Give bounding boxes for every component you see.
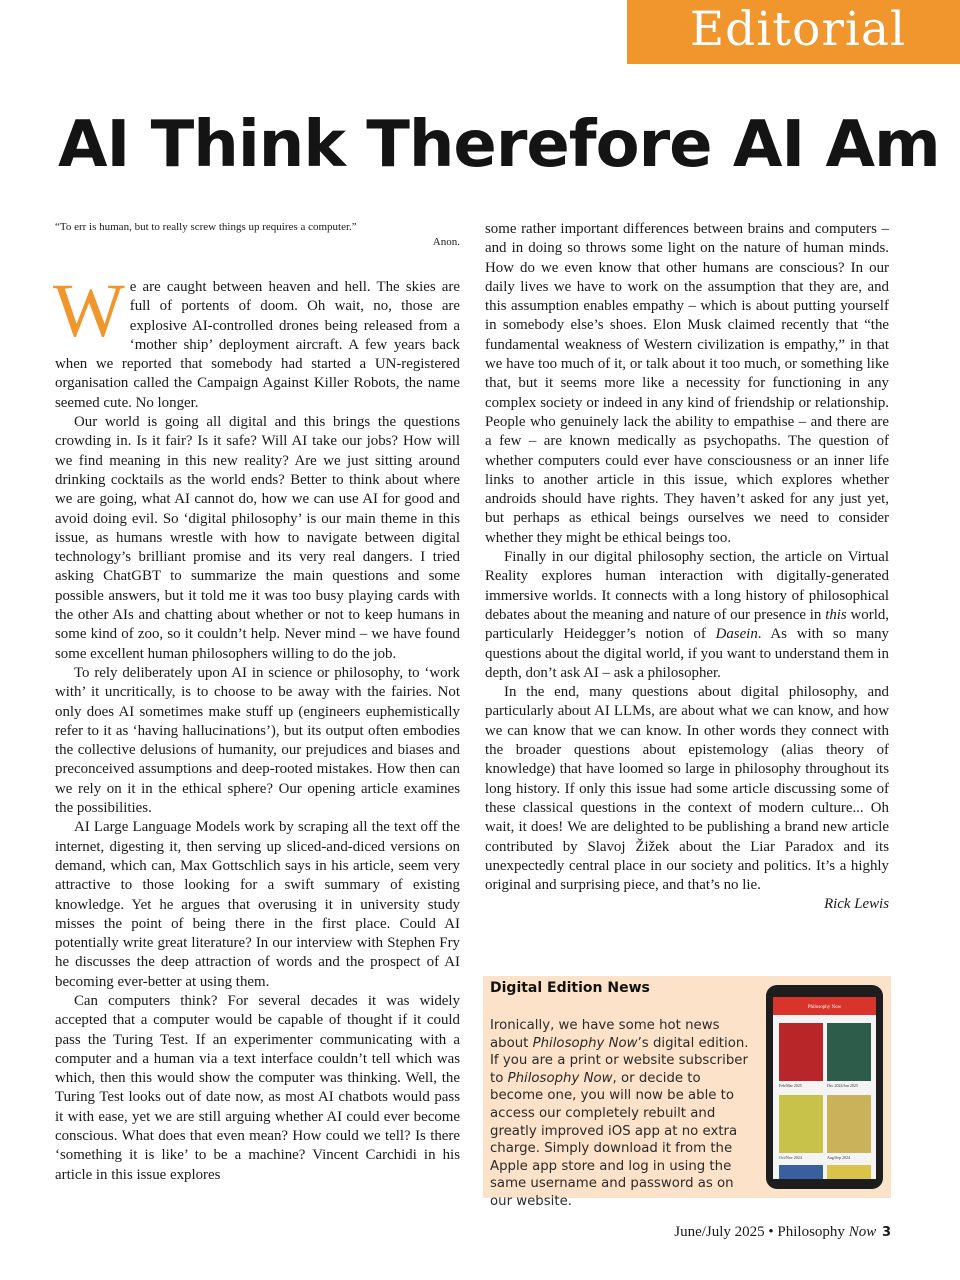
paragraph-6: some rather important differences between brains and computers – and in doing so throws some light on the nature of human minds. How do we even know that other humans are conscious? In our daily lives we have to work on the assumption that they are, and this assumption enables empathy – which is about putting yourself in somebody else’s shoes. Elon Musk claimed recently that “the fundamental weakness of Western civilization is empathy,” in that we have too much of it, or talk about it too much, or something like that, but it seems more like a necessity for functioning in any complex society or indeed in any kind of friendship or relationship. People who genuinely lack the ability to empathise – and there are a few – are known medically as psychopaths. The question of whether computers could ever have consciousness or an inner life links to another article in this issue, which explores whether androids should have rights. They haven’t asked for any just yet, but perhaps as ethical beings ourselves we need to consider whether they might be ethical beings too. bbox=[485, 221, 889, 546]
paragraph-7-text-a: Finally in our digital philosophy section, the article on Virtual Reality explores human interaction with digitally-generated immersive worlds. It connects with a long history of philosophical debates about the meaning and nature of our presence in bbox=[485, 549, 889, 623]
epigraph-text: “To err is human, but to really screw things up requires a computer.” bbox=[55, 221, 357, 233]
paragraph-1-text: e are caught between heaven and hell. The skies are full of portents of doom. Oh wait, no, those are explosive AI-controlled drones being released from a ‘mother ship’ deployment aircraft. A few years back when we reported that somebody had started a UN-registered organisation called the Campaign Against Killer Robots, the name seemed cute. No longer. bbox=[55, 279, 460, 411]
article-title: AI Think Therefore AI Am bbox=[58, 108, 940, 182]
paragraph-7-emphasis: this bbox=[825, 606, 847, 623]
paragraph-3: To rely deliberately upon AI in science or philosophy, to ‘work with’ it uncritically, is to choose to be away with the fairies. Not only does AI sometimes make stuff up (engineers euphemistically refer to it as ‘having hallucinations’), but its output often embodies the collective delusions of humanity, our prejudices and biases and preconceived assumptions and deep-rooted mistakes. How then can we rely on it in the ethical sphere? Our opening article examines the possibilities. bbox=[55, 664, 460, 817]
cover-label-3: Oct/Nov 2024 bbox=[779, 1155, 802, 1160]
right-column bbox=[485, 220, 889, 915]
paragraph-1 bbox=[53, 269, 460, 413]
cover-5 bbox=[779, 1165, 823, 1179]
page-footer bbox=[674, 1224, 891, 1241]
section-label: Editorial bbox=[689, 2, 906, 57]
cover-label-1: Feb/Mar 2025 bbox=[779, 1083, 802, 1088]
cover-6 bbox=[827, 1165, 871, 1179]
cover-1 bbox=[779, 1023, 823, 1081]
epigraph bbox=[55, 220, 460, 250]
cover-4 bbox=[827, 1095, 871, 1153]
news-body bbox=[490, 1017, 758, 1211]
digital-edition-box bbox=[483, 976, 891, 1209]
left-column bbox=[55, 220, 460, 1185]
paragraph-7-text-c: . As with so many questions about the digital world, if you want to understand them in depth, don’t ask AI – ask a philosopher. bbox=[485, 626, 889, 681]
paragraph-8: In the end, many questions about digital philosophy, and particularly about AI LLMs, are about what we can know, and how we can know that we can know. In other words they connect with the broader questions about epistemology (alias theory of knowledge) that have loomed so large in philosophy throughout its long history. If only this issue had some article discussing some of these classical questions in the context of modern culture... Oh wait, it does! We are delighted to be publishing a brand new article contributed by Slavoj Žižek about the Liar Paradox and its unexpectedly central place in our society and politics. It’s a highly original and surprising piece, and that’s no lie. bbox=[485, 684, 889, 894]
epigraph-source: Anon. bbox=[432, 236, 460, 248]
news-heading: Digital Edition News bbox=[490, 980, 650, 996]
author-signature: Rick Lewis bbox=[824, 896, 889, 913]
drop-cap: W bbox=[53, 269, 125, 353]
footer-issue: June/July 2025 bbox=[674, 1224, 765, 1240]
cover-2 bbox=[827, 1023, 871, 1081]
footer-bullet: • bbox=[768, 1224, 774, 1240]
news-text-1: Ironically, we have some hot news about bbox=[490, 1018, 720, 1051]
app-screen bbox=[773, 997, 876, 1179]
footer-magazine: Philosophy bbox=[777, 1224, 845, 1240]
paragraph-2: Our world is going all digital and this brings the questions crowding in. Is it fair? Is it safe? Will AI take our jobs? How will we find meaning in this new reality? Are we just sitting around drinking cocktails as the world ends? Better to think about where we are going, what AI cannot do, how we can use AI for good and avoid doing evil. So ‘digital philosophy’ is our main theme in this issue, as humans wrestle with how to navigate between digital technology’s brilliant promise and its very real dangers. I tried asking ChatGBT to summarize the main questions and some possible answers, but it told me it was too busy playing cards with the other AIs and chatting about whether or not to keep humans in some kind of zoo, so it couldn’t help. Never mind – we have found some excellent human philosophers willing to do the job. bbox=[55, 414, 460, 662]
page-number: 3 bbox=[881, 1225, 891, 1240]
cover-label-2: Dec 2024/Jan 2025 bbox=[827, 1083, 858, 1088]
news-text-2: ’s digital edition. If you are a print or website subscriber to bbox=[490, 1035, 749, 1086]
news-text-3: , or decide to become one, you will now be able to access our completely rebuilt and greatly improved iOS app at no extra charge. Simply download it from the Apple app store and log in using the same username and password as on our website. bbox=[490, 1070, 738, 1209]
footer-magazine-emphasis: Now bbox=[848, 1224, 877, 1240]
news-emphasis-1: Philosophy Now bbox=[532, 1035, 638, 1051]
paragraph-5: Can computers think? For several decades it was widely accepted that a computer would be capable of thought if it could pass the Turing Test. If an experimenter communicating with a computer and a human via a text interface couldn’t tell which was which, then this would show the computer was thinking. Well, the Turing Test looks out of date now, as most AI chatbots would pass it with ease, yet we are still arguing whether AI could ever become conscious. What does that even mean? How could we tell? Is there ‘something it is like’ to be a machine? Vincent Carchidi in his article in this issue explores bbox=[55, 992, 460, 1183]
paragraph-7-text-b: world, particularly Heidegger’s notion of bbox=[485, 606, 890, 643]
cover-label-4: Aug/Sep 2024 bbox=[827, 1155, 850, 1160]
app-header: Philosophy Now bbox=[773, 997, 876, 1015]
section-tab bbox=[627, 0, 960, 64]
paragraph-7-dasein: Dasein bbox=[715, 626, 758, 643]
cover-3 bbox=[779, 1095, 823, 1153]
paragraph-4: AI Large Language Models work by scraping all the text off the internet, digesting it, then serving up sliced-and-diced versions on demand, which can, Max Gottschlich says in his article, seem very attractive to those looking for a swift summary of existing knowledge. Yet he argues that overusing it in university study misses the point of being there in the first place. Could AI potentially write great literature? In our interview with Stephen Fry he discusses the deep attraction of words and the prospect of AI becoming ever-better at using them. bbox=[55, 819, 460, 990]
phone-image bbox=[766, 985, 883, 1189]
paragraph-7 bbox=[485, 548, 889, 683]
news-emphasis-2: Philosophy Now bbox=[507, 1070, 613, 1086]
